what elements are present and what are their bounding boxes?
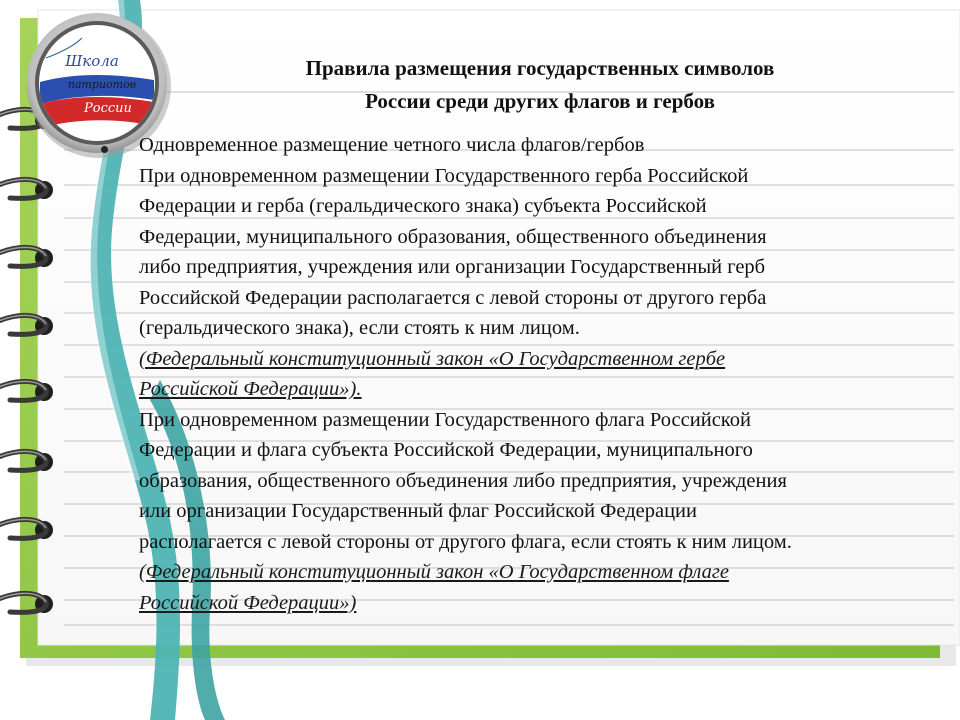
body-line: При одновременном размещении Государственного флага Российской [139, 408, 751, 431]
body-line: Одновременное размещение четного числа флагов/гербов [139, 134, 645, 156]
law-reference-coat-of-arms[interactable]: (Федеральный конституционный закон «О Государственном гербе [139, 347, 726, 370]
slide-body [139, 130, 929, 618]
slide-title-line2: России среди других флагов и гербов [365, 89, 715, 113]
law-reference-flag[interactable]: (Федеральный конституционный закон «О Государственном флаге [139, 561, 729, 583]
body-line: образования, общественного объединения либо предприятия, учреждения [139, 469, 787, 492]
body-line: либо предприятия, учреждения или организации Государственный герб [139, 256, 766, 278]
body-line: располагается с левой стороны от другого флага, если стоять к ним лицом. [139, 530, 792, 553]
law-reference-coat-of-arms[interactable]: Российской Федерации»). [139, 378, 362, 400]
logo-line3: России [84, 101, 132, 116]
body-line: Федерации, муниципального образования, общественного объединения [139, 225, 767, 248]
slide-title [250, 52, 830, 118]
body-line: Федерации и флага субъекта Российской Федерации, муниципального [139, 439, 753, 461]
bullet-icon [101, 146, 108, 153]
body-line: (геральдического знака), если стоять к ним лицом. [139, 317, 580, 339]
body-line: Российской Федерации располагается с левой стороны от другого герба [139, 286, 767, 309]
logo-line1: Школа [65, 52, 119, 70]
slide-title-line1: Правила размещения государственных символов [305, 56, 775, 80]
law-reference-flag[interactable]: Российской Федерации») [139, 591, 357, 614]
logo-line2: патриотов [67, 78, 137, 91]
body-line: или организации Государственный флаг Российской Федерации [139, 500, 697, 522]
body-line: При одновременном размещении Государственного герба Российской [139, 164, 749, 187]
body-line: Федерации и герба (геральдического знака) субъекта Российской [139, 195, 707, 217]
